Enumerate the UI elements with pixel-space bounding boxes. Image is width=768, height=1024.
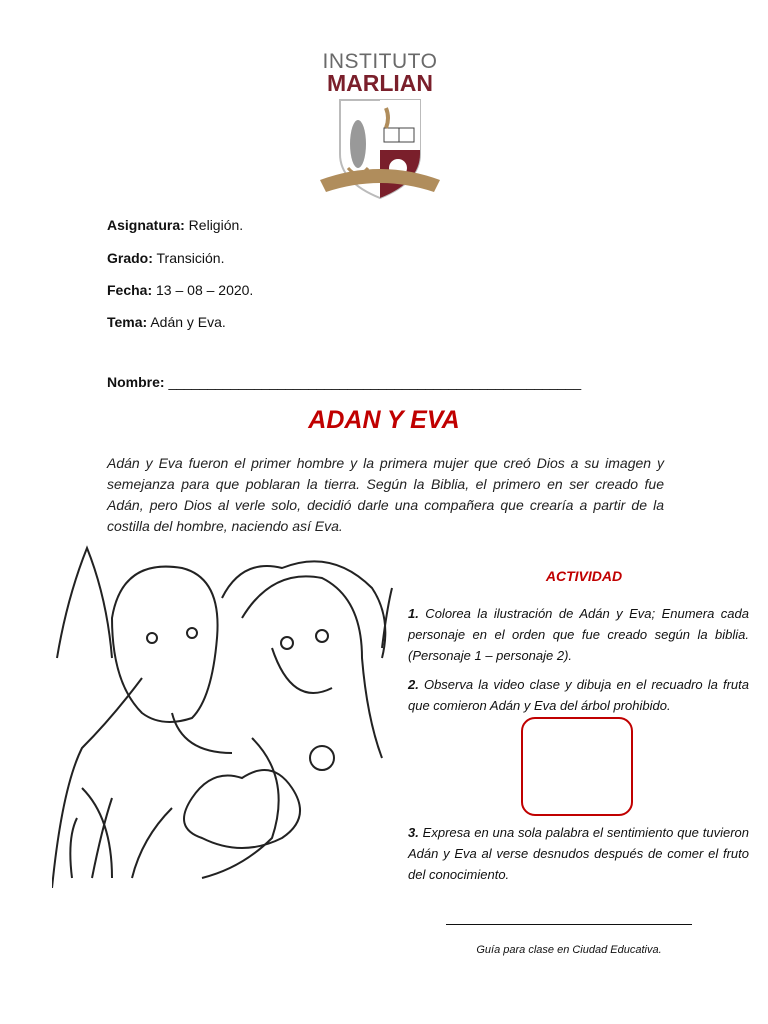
adam-eve-illustration (52, 538, 394, 888)
field-topic: Tema: Adán y Eva. (107, 314, 226, 330)
intro-paragraph: Adán y Eva fueron el primer hombre y la primera mujer que creó Dios a su imagen y semejanza para que poblaran la tierra. Según la Biblia, el primero en ser creado fue Adán, pero Dios al verle solo, decidió darle una compañera que crearía a partir de la costilla del hombre, naciendo así Eva. (107, 455, 664, 534)
crest-icon (318, 94, 442, 202)
footer-note: Guía para clase en Ciudad Educativa. (476, 944, 662, 956)
activity-item-1: 1. Colorea la ilustración de Adán y Eva; Enumera cada personaje en el orden que fue creado según la biblia. (Personaje 1 – personaje 2). (408, 606, 749, 663)
field-grade: Grado: Transición. (107, 250, 225, 266)
field-subject: Asignatura: Religión. (107, 217, 244, 233)
activity-item-3: 3. Expresa en una sola palabra el sentimiento que tuvieron Adán y Eva al verse desnudos después de comer el fruto del conocimiento. (408, 825, 749, 882)
answer-line[interactable] (446, 924, 692, 925)
activity-item-2: 2. Observa la video clase y dibuja en el recuadro la fruta que comieron Adán y Eva del árbol prohibido. (408, 677, 749, 713)
field-name[interactable]: Nombre: _____________________________________________________ (107, 374, 582, 390)
field-date: Fecha: 13 – 08 – 2020. (107, 282, 254, 298)
page-title: ADAN Y EVA (308, 406, 460, 434)
activity-title: ACTIVIDAD (545, 568, 623, 584)
drawing-box[interactable] (521, 717, 633, 816)
school-logo (318, 52, 442, 207)
logo-line2: MARLIAN (326, 70, 434, 96)
logo-line1: INSTITUTO (322, 50, 438, 73)
